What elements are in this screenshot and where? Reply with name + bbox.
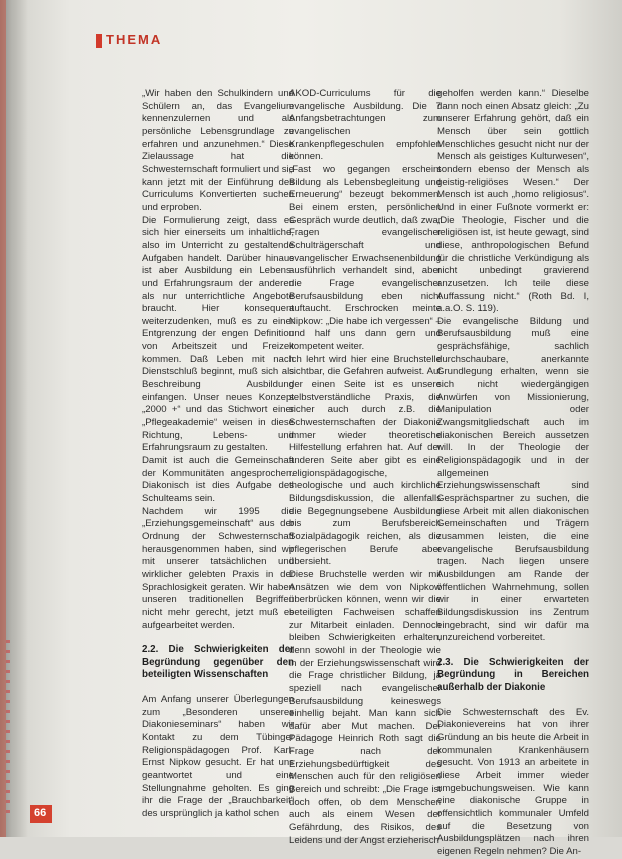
paragraph: Damit ist auch die Gemeinschaft der Kommunitäten angesprochen. Diakonisch ist dies Aufgabe des Schulteams sein. bbox=[142, 455, 294, 504]
text-column-1 bbox=[142, 88, 294, 821]
paragraph: Ich lehrt wird hier eine Bruchstelle sichtbar, die Gefahren aufweist. Auf der einen Seite ist es unsere selbstverständliche Praxis, die sicher auch durch z.B. die Schwesternschaften der Diakonie immer wieder theoretische Hilfestellung erfahren hat. Auf der anderen Seite aber gibt es eine religionspädagogische, theologische und auch kirchliche Bildungsdiskussion, die allenfalls die Begegnungsebene Ausbildung bis zum Berufsbereich Sozialpädagogik reichen, als die pflegerischen Berufe aber übersieht. bbox=[289, 353, 441, 568]
section-label: THEMA bbox=[106, 32, 163, 47]
paragraph: „Wir haben den Schulkindern und Schülern an, das Evangelium kennenzulernen und als persönliche Lebensgrundlage zu erfahren und anzunehmen.“ Diese Zielaussage hat die Schwesternschaft formuliert und sie kann jetzt mit der Einführung des Curriculums Konvertierten suchen und erproben. bbox=[142, 88, 294, 213]
paragraph: Diese Bruchstelle werden wir mit Ansätzen wie dem von Nipkow überbrücken können, wenn wir die beteiligten Fachweisen schaffen zur Mitarbeit einladen. Dennoch bleiben Schwierigkeiten erhalten, denn sowohl in der Theologie wie in der Erziehungswissenschaft wird die Frage christlicher Bildung, ja speziell nach evangelischer Berufsausbildung keineswegs einhellig bejaht. Man kann sich dafür aber Mut machen. Der Pädagoge Heinrich Roth sagt die Frage nach der Erziehungsbedürftigkeit des Menschen auch für den religiösen Bereich und schreibt: „Die Frage ist doch offen, ob dem Menschen auch als einem Wesen der Gefährdung, des Risikos, des Leidens und der Angst erzieherisch bbox=[289, 568, 441, 846]
text-column-2 bbox=[289, 88, 441, 847]
paragraph: geholfen werden kann.“ Dieselbe dann noch einen Absatz gleich: „Zu unserer Erfahrung gehört, daß ein Mensch über sein gottlich Menschliches gesucht nicht nur der Mensch als geistiges Kulturwesen“, sondern ebenso der Mensch als geistig-religiöses Wesen.“ Der Mensch ist auch „homo religiosus“. Und in einer Fußnote vormerkt er: „Die Theologie, Fischer und die religiösen ist, ist heute gewagt, sind diese, anthropologischen Befund für die christliche Verkündigung als nicht unbedingt gravierend anzusetzen. Ich teile diese Auffassung nicht.“ (Roth Bd. I, a.a.O. S. 119). bbox=[437, 88, 589, 315]
page-number: 66 bbox=[34, 807, 47, 819]
paragraph: „Fast wo gegangen erscheint Bildung als Lebensbegleitung und Erneuerung“ bezeugt bekommen. Bei einem ersten, persönlichen Gespräch wurde deutlich, daß zwar Fragen evangelischer Schulträgerschaft und evangelischer Erwachsenenbildung ausführlich verhandelt sind, aber die Frage evangelischer Berufsausbildung eben nicht auftaucht. Erschrocken meinte Nipkow: „Die habe ich vergessen“ – und half uns dann gern und kompetent weiter. bbox=[289, 163, 441, 353]
edge-wear-marks bbox=[6, 640, 10, 820]
section-heading: 2.2. Die Schwierigkeiten der Begründung gegenüber den beteiligten Wissenschaften bbox=[142, 644, 294, 681]
text-column-3 bbox=[437, 88, 589, 859]
paragraph: Die evangelische Bildung und Berufsausbildung muß eine gesprächsfähige, sachlich durchschaubare, anerkannte Grundlegung erhalten, wenn sie sich nicht wiedergängigen Anwürfen von Missionierung, Manipulation oder Zwangsmitgliedschaft auch im diakonischen Bereich aussetzen will. In der Theologie der Religionspädagogik und in der allgemeinen Erziehungswissenschaft sind Gesprächspartner zu suchen, die diese Arbeit mit allen diakonischen Gemeinschaften und Trägern zusammen leisten, die eine evangelische Berufsausbildung tragen. Nach liegen unsere Ausbildungen am Rande der öffentlichen Wahrnehmung, sollen wir in einer erwarteten Bildungsdiskussion ins Zentrum eingebracht, sind wir dafür ma unzureichend vorbereitet. bbox=[437, 315, 589, 644]
paragraph: AKOD-Curriculums für die evangelische Ausbildung. Die 7 Anfangsbetrachtungen zum evangelischen Krankenpflegeschulen empfohlen können. bbox=[289, 88, 441, 163]
paragraph: Die Formulierung zeigt, dass es sich hier einerseits um inhaltliche, also im Unterricht zu gestaltende Aufgaben handelt. Darüber hinaus ist aber Ausbildung ein Lebens- und Erfahrungsraum der anderen als nur unterrichtliche Angebote braucht. Hier konsequent weiterzudenken, muß es zu einer Entgrenzung der engen Definition von Arbeitszeit und Freizeit kommen. Daß Leben mit nach Dienstschluß beginnt, muß sich als Beschreibung Ausbildung einfangen. Unser neues Konzept „2000 +“ und das Stichwort einer „Pflegeakademie“ weisen in diese Richtung, Lebens- und Erfahrungsraum zu gestalten. bbox=[142, 214, 294, 454]
paragraph: Die Schwesternschaft des Ev. Diakonievereins hat von ihrer Gründung an bis heute die Arbeit in kommunalen Krankenhäusern gesucht. Von 1913 an arbeitete in diese Arbeit immer wieder umgebuchungsweisen. Wie kann eine diakonische Gruppe in offensichtlich kommunaler Umfeld auf die Besetzung von Ausbildungsplätzen nach ihren eigenen Regeln nehmen? Die An- bbox=[437, 706, 589, 857]
section-marker bbox=[96, 34, 102, 48]
section-heading: 2.3. Die Schwierigkeiten der Begründung in Bereichen außerhalb der Diakonie bbox=[437, 656, 589, 694]
paragraph: Am Anfang unserer Überlegungen zum „Besonderen unseres Diakonieseminars“ haben wir Kontakt zu dem Tübinger Religionspädagogen Prof. Karl-Ernst Nipkow gesucht. Er hat uns geantwortet und eine Stellungnahme geholten. Es ging ihr die Frage der „Brauchbarkeit“ des ursprünglich ja kathol schen bbox=[142, 694, 294, 819]
paragraph: Nachdem wir 1995 die „Erziehungsgemeinschaft“ aus der Ordnung der Schwesternschaft herausgenommen haben, sind wir mit unserer tatsächlichen und wirklicher gelebten Praxis in der Sprachlosigkeit geraten. Wir haben unseren traditionellen Begriffen nicht mehr gerecht, jetzt muß es aufgearbeitet werden. bbox=[142, 505, 294, 631]
